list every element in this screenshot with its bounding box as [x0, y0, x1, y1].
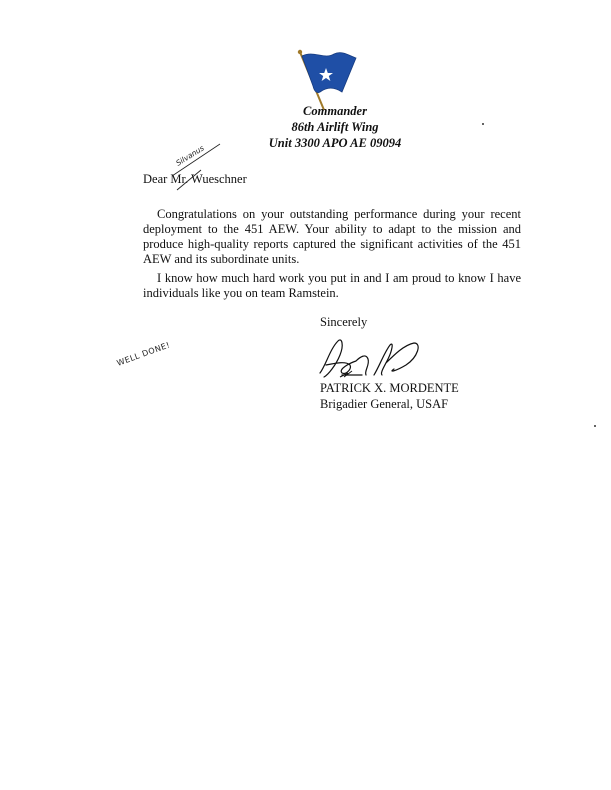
handwritten-note — [112, 322, 197, 372]
signature-block — [320, 380, 459, 412]
closing-word: Sincerely — [320, 315, 368, 329]
signature-icon — [316, 335, 426, 381]
handwritten-note-text: WELL DONE! — [115, 340, 172, 368]
signer-name: PATRICK X. MORDENTE — [320, 381, 459, 395]
signer-title: Brigadier General, USAF — [320, 397, 449, 411]
letterhead — [210, 103, 460, 151]
letterhead-line-2: 86th Airlift Wing — [291, 120, 379, 134]
body-paragraph-2: I know how much hard work you put in and I am proud to know I have individuals like you on team Ramstein. — [143, 271, 521, 300]
scan-speck — [594, 425, 596, 427]
salutation-name: Wueschner — [191, 172, 247, 186]
body-paragraph-1: Congratulations on your outstanding performance during your recent deployment to the 451 AEW. Your ability to adapt to the mission and produce high-quality reports captured the significant activities of the 451 AEW and its subordinate units. — [143, 207, 521, 266]
letterhead-line-1: Commander — [303, 104, 367, 118]
salutation-prefix: Dear Mr. — [143, 172, 189, 186]
strike-mark — [175, 168, 205, 192]
handwritten-insert-text: Silvanus — [174, 143, 206, 168]
letterhead-line-3: Unit 3300 APO AE 09094 — [268, 136, 402, 150]
scan-speck — [482, 123, 484, 125]
